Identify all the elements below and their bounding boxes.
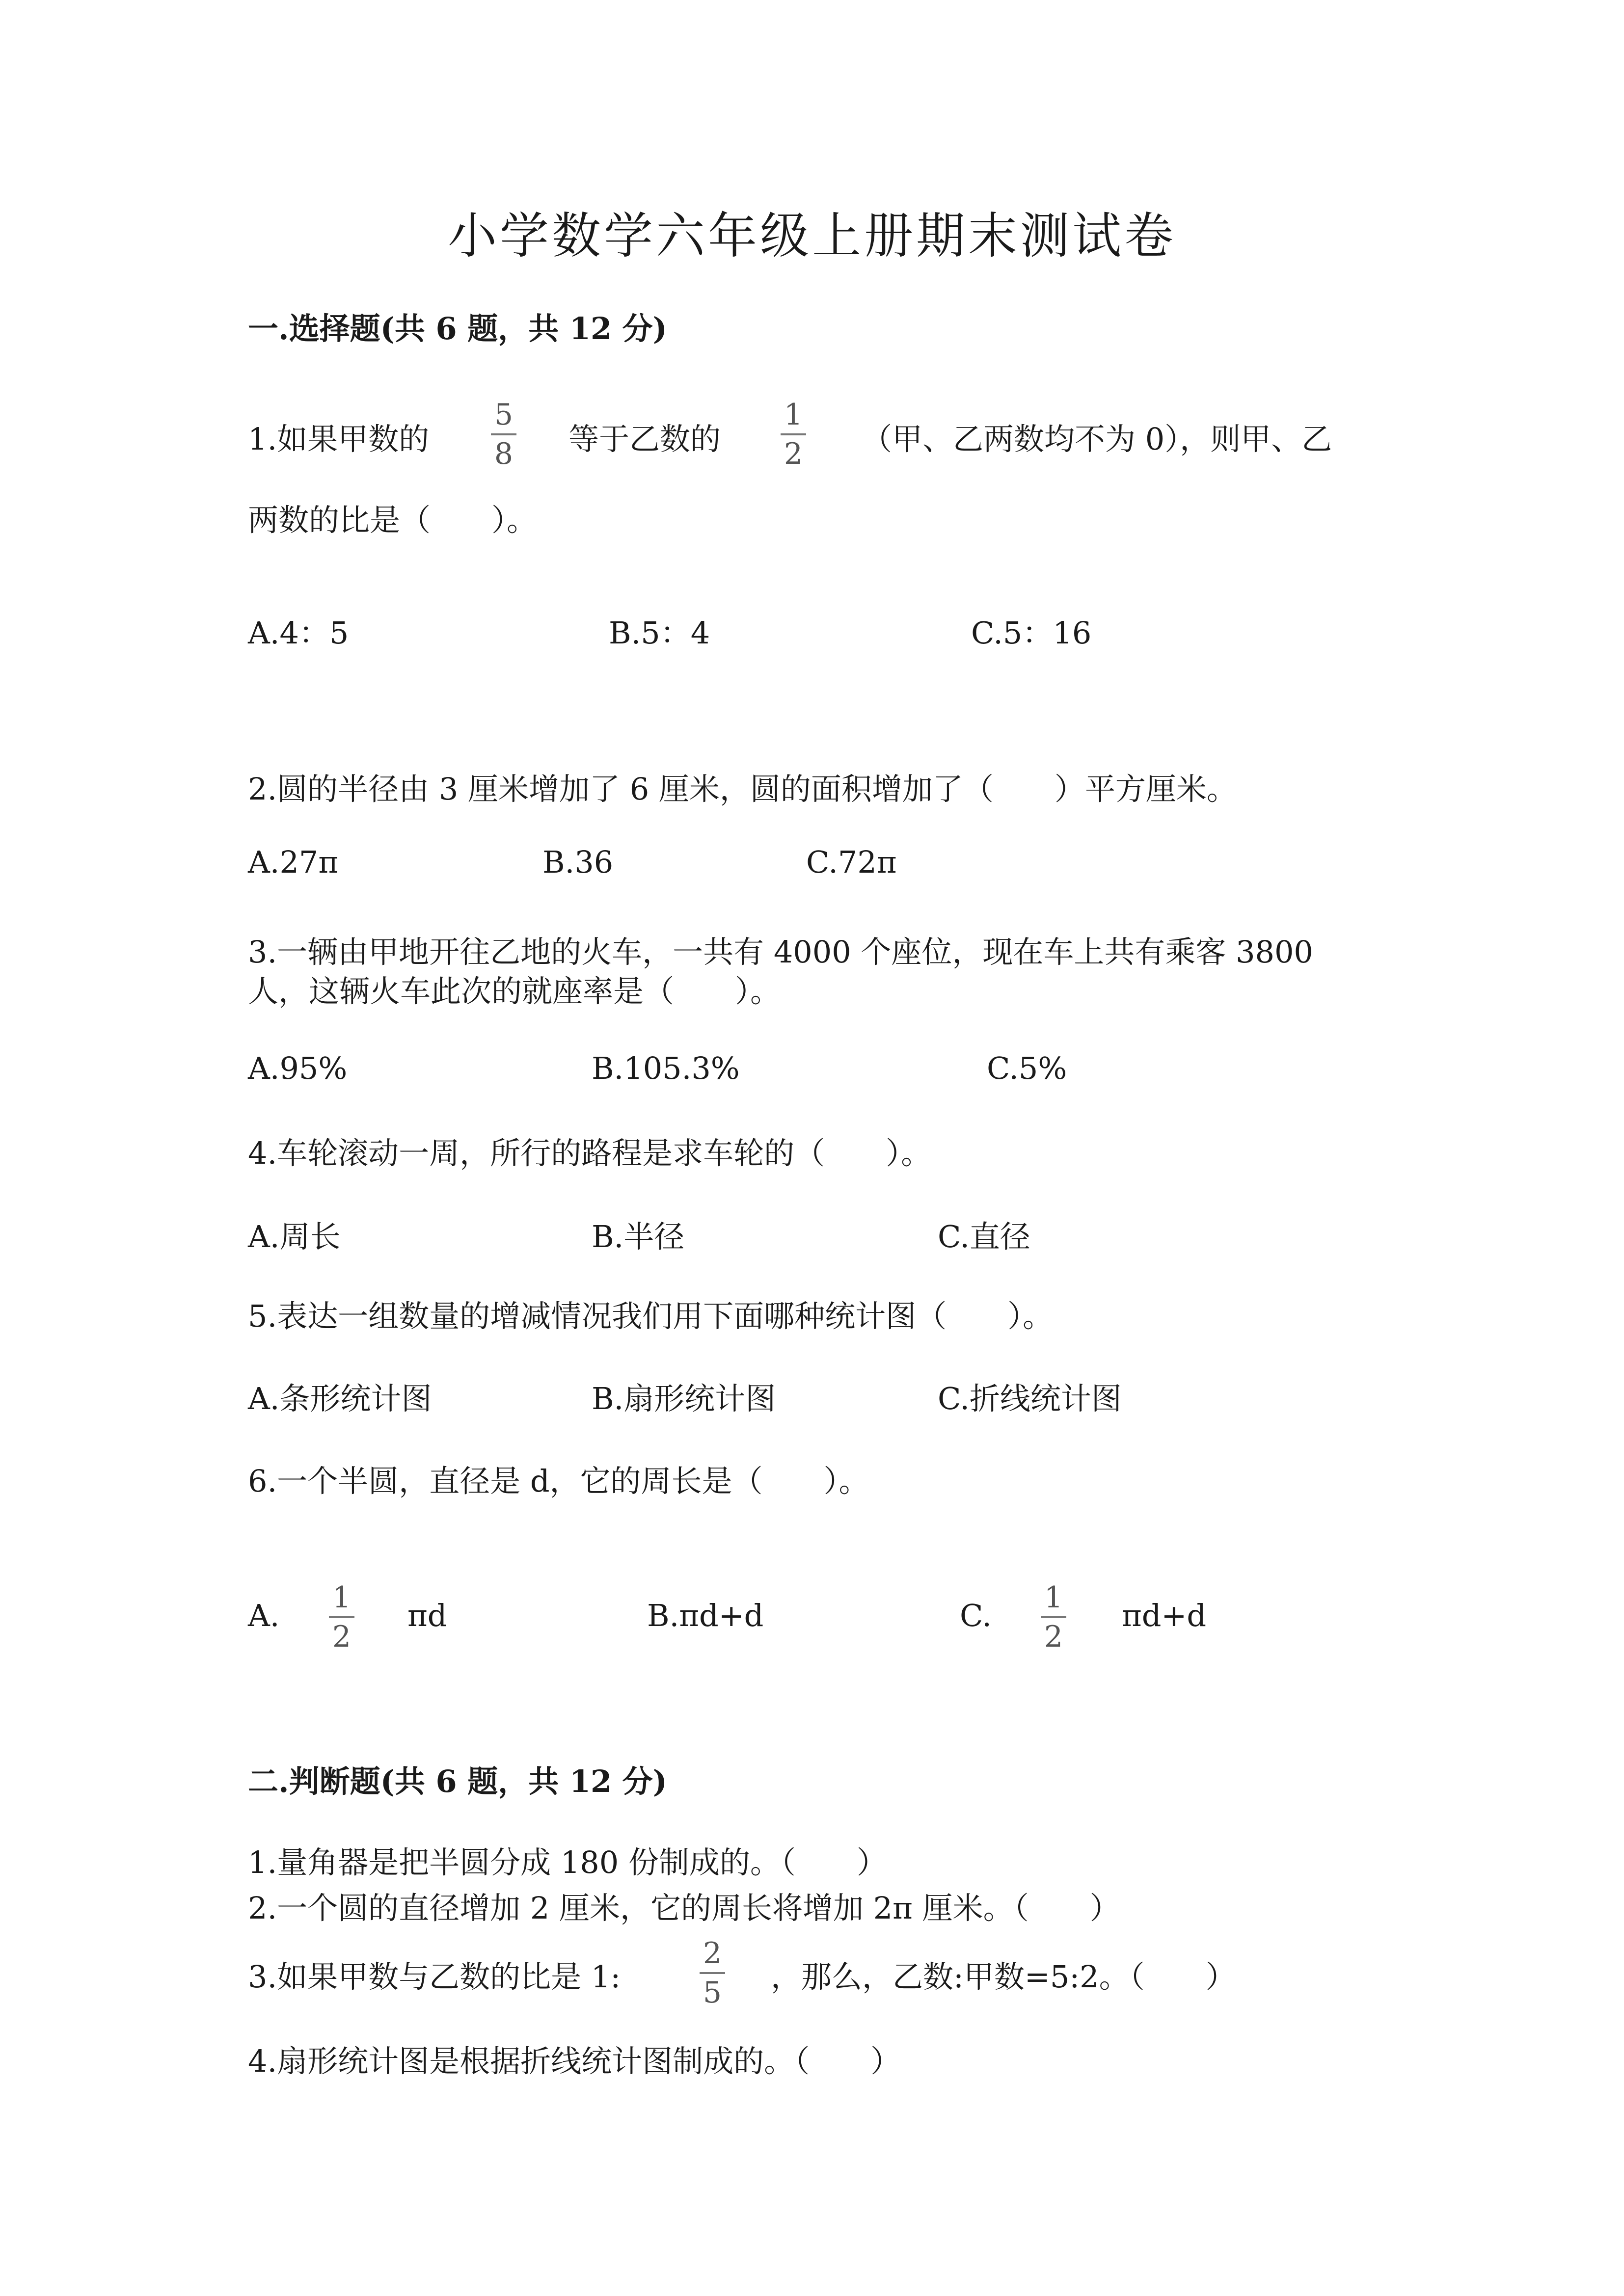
j3-fraction-numerator: 2 (703, 1936, 722, 1971)
q6-option-a-label: A. (248, 1598, 280, 1633)
q2-option-c: C.72π (806, 844, 897, 880)
q5-option-b: B.扇形统计图 (592, 1381, 776, 1416)
q5-text: 5.表达一组数量的增减情况我们用下面哪种统计图（ ）。 (248, 1298, 1054, 1334)
q3-text-line2: 人，这辆火车此次的就座率是（ ）。 (248, 973, 781, 1009)
q1-text-line2: 两数的比是（ ）。 (248, 502, 538, 538)
q5-option-c: C.折线统计图 (938, 1381, 1122, 1416)
q1-fraction-b (781, 400, 806, 469)
q6-option-c-denominator: 2 (1044, 1620, 1063, 1654)
q6-option-a-fraction (329, 1580, 354, 1654)
q6-text: 6.一个半圆，直径是 d，它的周长是（ ）。 (248, 1463, 869, 1499)
j3-fraction (700, 1936, 725, 2010)
q5-option-a: A.条形统计图 (248, 1381, 432, 1416)
q6-option-c-rest: πd+d (1122, 1598, 1207, 1633)
j1-text: 1.量角器是把半圆分成 180 份制成的。（ ） (248, 1844, 887, 1880)
q1-fraction-b-denominator: 2 (784, 437, 803, 471)
q1-option-b: B.5：4 (609, 615, 710, 651)
q1-option-a: A.4：5 (248, 615, 349, 651)
q3-option-b: B.105.3% (592, 1050, 740, 1086)
q1-fraction-a (491, 400, 516, 469)
j4-text: 4.扇形统计图是根据折线统计图制成的。（ ） (248, 2043, 901, 2079)
q3-option-c: C.5% (987, 1050, 1067, 1086)
q1-text-part2: 等于乙数的 (568, 421, 721, 457)
q3-text-line1: 3.一辆由甲地开往乙地的火车，一共有 4000 个座位，现在车上共有乘客 3800 (248, 934, 1313, 970)
q4-option-c: C.直径 (938, 1219, 1030, 1255)
j2-text: 2.一个圆的直径增加 2 厘米，它的周长将增加 2π 厘米。（ ） (248, 1890, 1120, 1926)
q2-option-b: B.36 (542, 844, 614, 880)
q1-text-part3: （甲、乙两数均不为 0），则甲、乙 (862, 421, 1332, 457)
q1-fraction-b-numerator: 1 (784, 398, 803, 432)
q1-fraction-a-numerator: 5 (494, 398, 514, 432)
q2-text: 2.圆的半径由 3 厘米增加了 6 厘米，圆的面积增加了（ ）平方厘米。 (248, 771, 1237, 807)
j3-fraction-denominator: 5 (703, 1976, 722, 2010)
j3-text-part1: 3.如果甲数与乙数的比是 1: (248, 1959, 621, 1995)
q6-option-c-numerator: 1 (1044, 1580, 1063, 1615)
j3-text-part2: ，那么，乙数:甲数=5:2。（ ） (771, 1959, 1236, 1995)
q6-option-a-rest: πd (407, 1598, 447, 1633)
q1-fraction-a-denominator: 8 (494, 437, 514, 471)
q6-option-a-denominator: 2 (332, 1620, 352, 1654)
q6-option-a-numerator: 1 (332, 1580, 352, 1615)
q3-option-a: A.95% (248, 1050, 348, 1086)
page-title: 小学数学六年级上册期末测试卷 (448, 207, 1176, 265)
section-heading-choice: 一.选择题(共 6 题，共 12 分) (248, 311, 668, 347)
q6-option-c-fraction (1041, 1580, 1066, 1654)
q6-option-b: B.πd+d (647, 1598, 764, 1633)
section-heading-judgement: 二.判断题(共 6 题，共 12 分) (248, 1763, 668, 1799)
q4-text: 4.车轮滚动一周，所行的路程是求车轮的（ ）。 (248, 1135, 932, 1171)
q4-option-b: B.半径 (592, 1219, 685, 1255)
q2-option-a: A.27π (248, 844, 339, 880)
q6-option-c-label: C. (960, 1598, 992, 1633)
q4-option-a: A.周长 (248, 1219, 341, 1255)
q1-text-part1: 1.如果甲数的 (248, 421, 430, 457)
q1-option-c: C.5：16 (971, 615, 1092, 651)
